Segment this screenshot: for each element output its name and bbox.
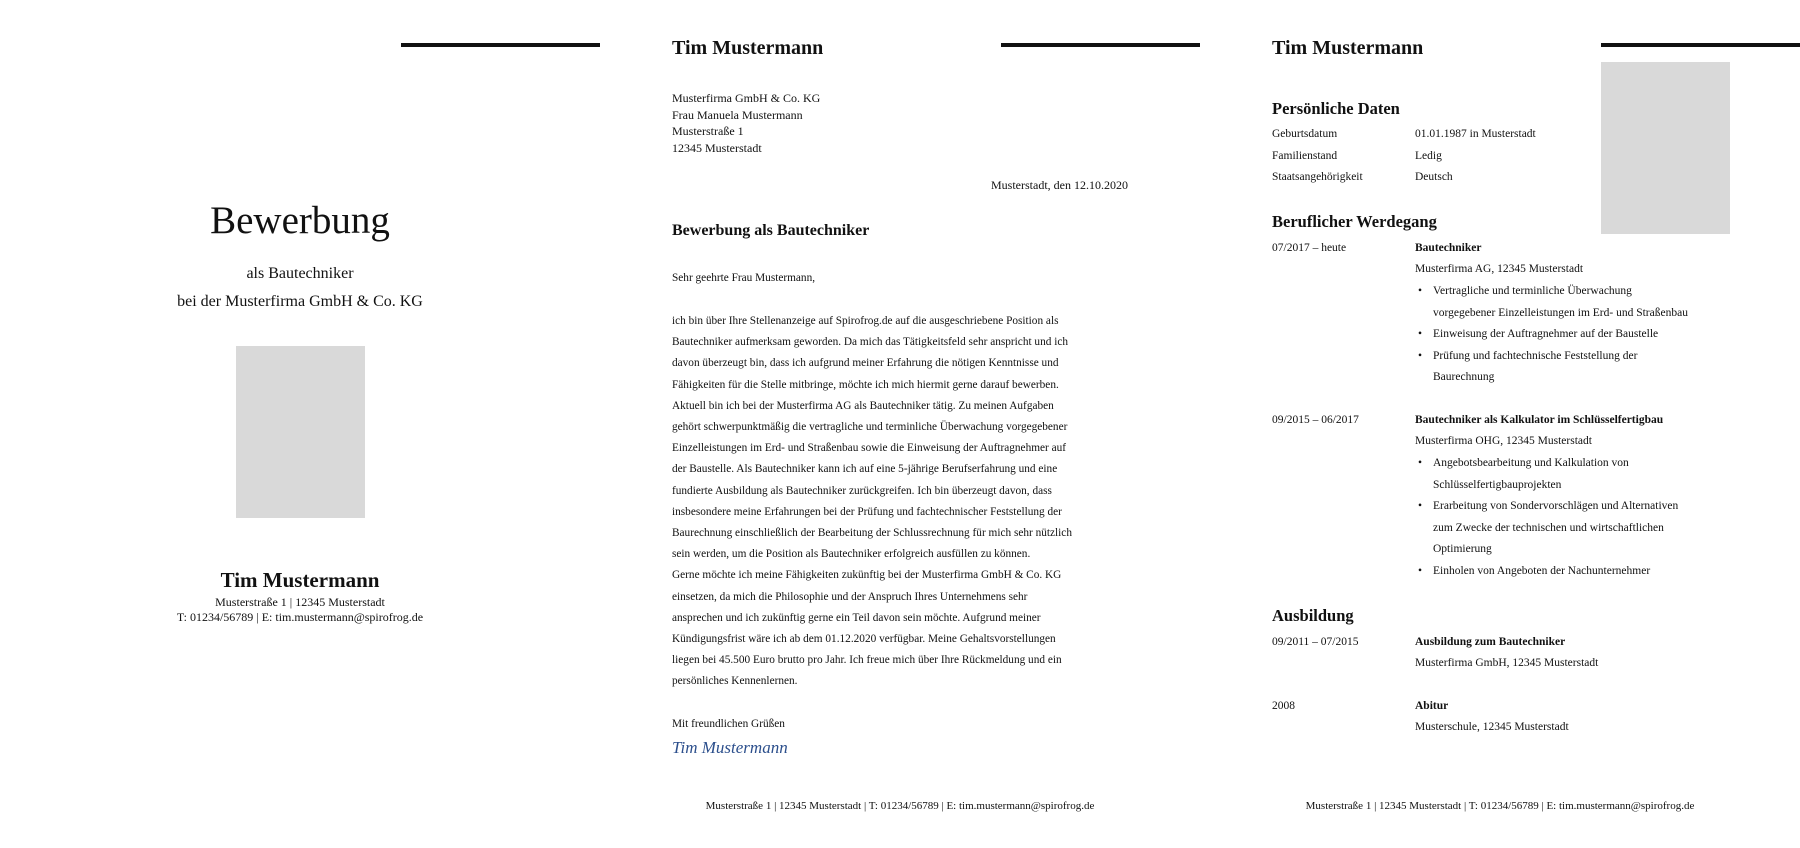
letter-salutation: Sehr geehrte Frau Mustermann, [672, 272, 816, 284]
job-bullets [1415, 453, 1735, 582]
cover-address: Musterstraße 1 | 12345 Musterstadt [215, 595, 385, 609]
bullet-line: Schlüsselfertigbauprojekten [1433, 478, 1562, 491]
job-role: Bautechniker [1415, 242, 1482, 254]
cover-photo-placeholder [236, 346, 365, 518]
cover-subtitle-company: bei der Musterfirma GmbH & Co. KG [177, 293, 423, 310]
cv-top-rule [1601, 43, 1800, 47]
cover-subtitle-position: als Bautechniker [246, 265, 354, 282]
bullet-line: zum Zwecke der technischen und wirtschaftlichen [1433, 521, 1664, 534]
edu-place: Musterschule, 12345 Musterstadt [1415, 721, 1569, 733]
body-line: ich bin über Ihre Stellenanzeige auf Spirofrog.de auf die ausgeschriebene Position als [672, 315, 1059, 327]
bullet-line: • Prüfung und fachtechnische Feststellung der [1433, 349, 1638, 362]
body-line: ansprechen und ich zukünftig gerne ein Teil davon sein möchte. Aufgrund meiner [672, 611, 1041, 624]
cv-photo-placeholder [1601, 62, 1730, 234]
cv-header-name: Tim Mustermann [1272, 37, 1424, 59]
body-line: Fähigkeiten für die Stelle mitbringe, möchte ich mich hiermit gerne darauf bewerben. [672, 378, 1059, 391]
bullet-line: Optimierung [1433, 543, 1492, 555]
bullet-line: • Vertragliche und terminliche Überwachung [1433, 285, 1632, 297]
signature: Tim Mustermann [672, 738, 788, 757]
edu-title: Abitur [1415, 700, 1449, 712]
body-line: Aktuell bin ich bei der Musterfirma AG als Bautechniker tätig. Zu meinen Aufgaben [672, 399, 1054, 412]
personal-data-title: Persönliche Daten [1272, 99, 1400, 118]
cover-top-rule [401, 43, 600, 47]
body-line: gehört schwerpunktmäßig die vertragliche und terminliche Überwachung vorgegebener [672, 421, 1068, 434]
job-bullets [1415, 281, 1735, 389]
personal-value: 01.01.1987 in Musterstadt [1415, 128, 1536, 140]
body-line: Gerne möchte ich meine Fähigkeiten zukünftig bei der Musterfirma GmbH & Co. KG [672, 569, 1062, 582]
personal-label: Geburtsdatum [1272, 128, 1338, 140]
education-title: Ausbildung [1272, 606, 1354, 625]
letter-top-rule [1001, 43, 1200, 47]
bullet-line: vorgegebener Einzelleistungen im Erd- und Straßenbau [1433, 306, 1688, 319]
bullet-item [1415, 281, 1735, 324]
career-title: Beruflicher Werdegang [1272, 212, 1437, 231]
cv-page [1200, 0, 1800, 848]
personal-value: Ledig [1415, 150, 1442, 162]
cover-title: Bewerbung [210, 199, 390, 242]
job-period: 09/2015 – 06/2017 [1272, 414, 1359, 426]
body-line: persönliches Kennenlernen. [672, 675, 798, 688]
bullet-item [1415, 324, 1735, 346]
personal-label: Staatsangehörigkeit [1272, 171, 1363, 183]
body-line: insbesondere meine Erfahrungen bei der Prüfung und fachtechnischer Feststellung der [672, 505, 1062, 518]
bullet-line: • Einholen von Angeboten der Nachunternehmer [1433, 564, 1651, 577]
edu-place: Musterfirma GmbH, 12345 Musterstadt [1415, 657, 1599, 669]
body-line: Kündigungsfrist wäre ich ab dem 01.12.2020 verfügbar. Meine Gehaltsvorstellungen [672, 633, 1056, 646]
job-role: Bautechniker als Kalkulator im Schlüsselfertigbau [1415, 414, 1664, 426]
personal-value: Deutsch [1415, 171, 1453, 183]
recipient-line: 12345 Musterstadt [672, 140, 762, 155]
recipient-line: Musterfirma GmbH & Co. KG [672, 91, 821, 105]
job-company: Musterfirma AG, 12345 Musterstadt [1415, 263, 1584, 275]
edu-period: 09/2011 – 07/2015 [1272, 636, 1359, 648]
letter-body [672, 311, 1072, 693]
body-line: Bautechniker aufmerksam geworden. Da mich das Tätigkeitsfeld sehr anspricht und ich [672, 336, 1068, 349]
letter-footer: Musterstraße 1 | 12345 Musterstadt | T: 01234/56789 | E: tim.mustermann@spirofrog.de [705, 800, 1095, 812]
body-line: Einzelleistungen im Erd- und Straßenbau sowie die Einweisung der Auftragnehmer auf [672, 442, 1067, 455]
body-line: einsetzen, da mich die Philosophie und der Anspruch Ihres Unternehmens sehr [672, 590, 1028, 603]
bullet-item [1415, 453, 1735, 496]
body-line: davon überzeugt bin, dass ich aufgrund meiner Erfahrung die nötigen Kenntnisse und [672, 357, 1059, 370]
letter-header-name: Tim Mustermann [672, 37, 824, 59]
letter-subject: Bewerbung als Bautechniker [672, 222, 870, 239]
letter-date: Musterstadt, den 12.10.2020 [991, 178, 1128, 192]
cover-contact: T: 01234/56789 | E: tim.mustermann@spirofrog.de [176, 610, 424, 624]
personal-label: Familienstand [1272, 150, 1338, 162]
cover-page [0, 0, 600, 848]
body-line: der Baustelle. Als Bautechniker kann ich auf eine 5-jährige Berufserfahrung und eine [672, 463, 1058, 476]
recipient-address [672, 90, 820, 156]
recipient-line: Frau Manuela Mustermann [672, 107, 803, 122]
cover-letter-page [600, 0, 1200, 848]
body-line: sein werden, um die Position als Bautechniker erfolgreich ausfüllen zu können. [672, 548, 1031, 561]
cv-footer: Musterstraße 1 | 12345 Musterstadt | T: 01234/56789 | E: tim.mustermann@spirofrog.de [1305, 800, 1695, 812]
bullet-line: Baurechnung [1433, 371, 1495, 383]
job-period: 07/2017 – heute [1272, 242, 1347, 254]
edu-period: 2008 [1272, 700, 1295, 712]
edu-title: Ausbildung zum Bautechniker [1415, 636, 1566, 648]
bullet-item [1415, 346, 1735, 389]
bullet-line: • Erarbeitung von Sondervorschlägen und Alternativen [1433, 500, 1679, 512]
bullet-item [1415, 496, 1735, 561]
bullet-line: • Einweisung der Auftragnehmer auf der Baustelle [1433, 328, 1659, 340]
body-line: fundierte Ausbildung als Bautechniker zurückgreifen. Ich bin überzeugt davon, dass [672, 484, 1052, 497]
letter-closing: Mit freundlichen Grüßen [672, 718, 785, 730]
job-company: Musterfirma OHG, 12345 Musterstadt [1415, 435, 1592, 447]
bullet-item [1415, 561, 1735, 583]
recipient-line: Musterstraße 1 [672, 124, 744, 138]
body-line: liegen bei 45.500 Euro brutto pro Jahr. Ich freue mich über Ihre Rückmeldung und ein [672, 654, 1062, 667]
bullet-line: • Angebotsbearbeitung und Kalkulation von [1433, 457, 1629, 469]
cover-applicant-name: Tim Mustermann [220, 568, 380, 592]
body-line: Baurechnung einschließlich der Bearbeitung der Schlussrechnung für mich sehr nützlich [672, 527, 1072, 540]
